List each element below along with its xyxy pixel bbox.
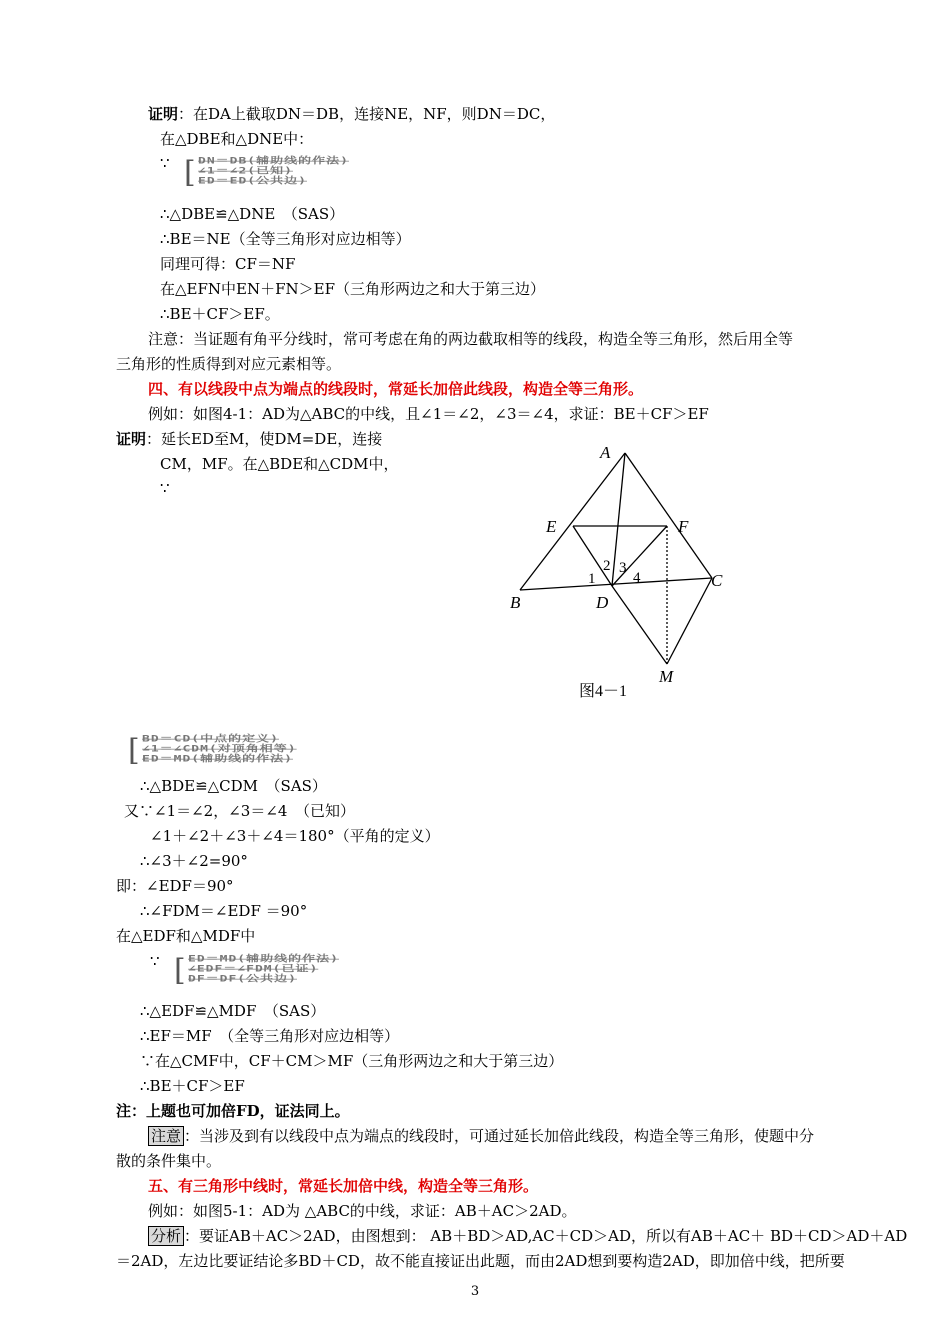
proof1-note-a: 注意：当证题有角平分线时，常可考虑在角的两边截取相等的线段，构造全等三角形，然后用全等 (148, 330, 794, 348)
point-label-d: D (596, 593, 609, 612)
brace-row: ED＝ED(公共边) (198, 175, 307, 187)
proof1-line3: ∴△DBE≌△DNE （SAS） (160, 205, 345, 223)
brace-row: BD＝CD(中点的定义) (142, 733, 279, 745)
angle-label-4: 4 (633, 570, 641, 586)
section4-step3: ∠1＋∠2＋∠3＋∠4＝180°（平角的定义） (150, 827, 440, 845)
section5-analysis-a: 分析 ：要证AB＋AC＞2AD，由图想到： AB＋BD＞AD,AC＋CD＞AD，所以有AB＋AC＋ BD＋CD＞AD＋AD (148, 1226, 907, 1246)
section5-heading: 五、有三角形中线时，常延长加倍中线，构造全等三角形。 (148, 1177, 539, 1195)
left-bracket-icon: [ (174, 953, 186, 988)
section5-analysis-b: ＝2AD，左边比要证结论多BD＋CD，故不能直接证出此题，而由2AD想到要构造2AD，即加倍中线，把所要 (116, 1252, 845, 1270)
brace-row: ED＝MD(辅助线的作法) (188, 953, 339, 965)
section4-proof-line2: CM，MF。在△BDE和△CDM中， (160, 455, 399, 473)
section5-example: 例如：如图5-1：AD为 △ABC的中线，求证：AB＋AC＞2AD。 (148, 1202, 577, 1220)
proof1-note-b: 三角形的性质得到对应元素相等。 (116, 355, 342, 373)
proof1-line5: 同理可得：CF＝NF (160, 255, 296, 273)
brace-row: ∠1＝∠2(已知) (198, 165, 293, 177)
section4-step7: 在△EDF和△MDF中 (116, 927, 256, 945)
point-label-m: M (659, 667, 674, 686)
section4-step6: ∴∠FDM＝∠EDF ＝90° (140, 902, 308, 920)
section4-step5: 即：∠EDF＝90° (116, 877, 234, 895)
proof1-line2: 在△DBE和△DNE中： (160, 130, 314, 148)
figure-4-1 (500, 438, 740, 713)
brace-row: ∠EDF＝∠FDM(已证) (188, 963, 319, 975)
brace-row: DN＝DB(辅助线的作法) (198, 155, 349, 167)
angle-label-3: 3 (619, 560, 627, 576)
section4-step8: ∴△EDF≌△MDF （SAS） (140, 1002, 326, 1020)
proof-label: 证明 (148, 105, 179, 123)
segment-ac (625, 453, 712, 578)
angle-label-1: 1 (588, 571, 596, 587)
because-symbol: ∵ (160, 479, 170, 497)
point-label-c: C (711, 571, 723, 590)
section4-step9: ∴EF＝MF （全等三角形对应边相等） (140, 1027, 400, 1045)
point-label-b: B (510, 593, 521, 612)
proof1-line1: 证明：在DA上截取DN＝DB，连接NE，NF，则DN＝DC， (148, 105, 556, 123)
segment-bc (520, 578, 712, 590)
segment-dm (612, 586, 667, 664)
section4-step10: ∵在△CMF中，CF＋CM＞MF（三角形两边之和大于第三边） (140, 1052, 564, 1070)
section4-proof-line1: 证明：延长ED至M，使DM=DE，连接 (116, 430, 383, 448)
page-number: 3 (470, 1284, 480, 1299)
note-label: 注意 (148, 1126, 184, 1146)
point-label-e: E (546, 517, 557, 536)
section4-step1: ∴△BDE≌△CDM （SAS） (140, 777, 327, 795)
section4-step2: 又∵∠1＝∠2，∠3＝∠4 （已知） (124, 802, 355, 820)
section4-step11: ∴BE＋CF＞EF (140, 1077, 245, 1095)
proof-label: 证明 (116, 430, 147, 448)
section4-example: 例如：如图4-1：AD为△ABC的中线，且∠1＝∠2，∠3＝∠4，求证：BE＋CF＞EF (148, 405, 709, 423)
section4-heading: 四、有以线段中点为端点的线段时，常延长加倍此线段，构造全等三角形。 (148, 380, 644, 398)
section4-step4: ∴∠3＋∠2=90° (140, 852, 248, 870)
point-label-f: F (678, 517, 689, 536)
brace-row: ∠1＝∠CDM(对顶角相等) (142, 743, 297, 755)
point-label-a: A (600, 443, 611, 462)
analysis-label: 分析 (148, 1226, 184, 1246)
proof1-line6: 在△EFN中EN＋FN＞EF（三角形两边之和大于第三边） (160, 280, 545, 298)
left-bracket-icon: [ (184, 155, 196, 190)
angle-label-2: 2 (603, 558, 611, 574)
proof1-line4: ∴BE＝NE（全等三角形对应边相等） (160, 230, 411, 248)
figure-caption: 图4－1 (579, 683, 628, 700)
because-symbol: ∵ (150, 952, 160, 970)
left-bracket-icon: [ (128, 733, 140, 768)
segment-cm (667, 578, 712, 664)
brace-row: DF＝DF(公共边) (188, 973, 297, 985)
proof1-line7: ∴BE＋CF＞EF。 (160, 305, 280, 323)
section4-remark: 注：上题也可加倍FD，证法同上。 (116, 1102, 350, 1120)
section4-note-a: 注意 ：当涉及到有以线段中点为端点的线段时，可通过延长加倍此线段，构造全等三角形，使题中分 (148, 1126, 814, 1146)
brace-row: ED＝MD(辅助线的作法) (142, 753, 293, 765)
section4-note-b: 散的条件集中。 (116, 1152, 222, 1170)
because-symbol: ∵ (160, 154, 170, 172)
